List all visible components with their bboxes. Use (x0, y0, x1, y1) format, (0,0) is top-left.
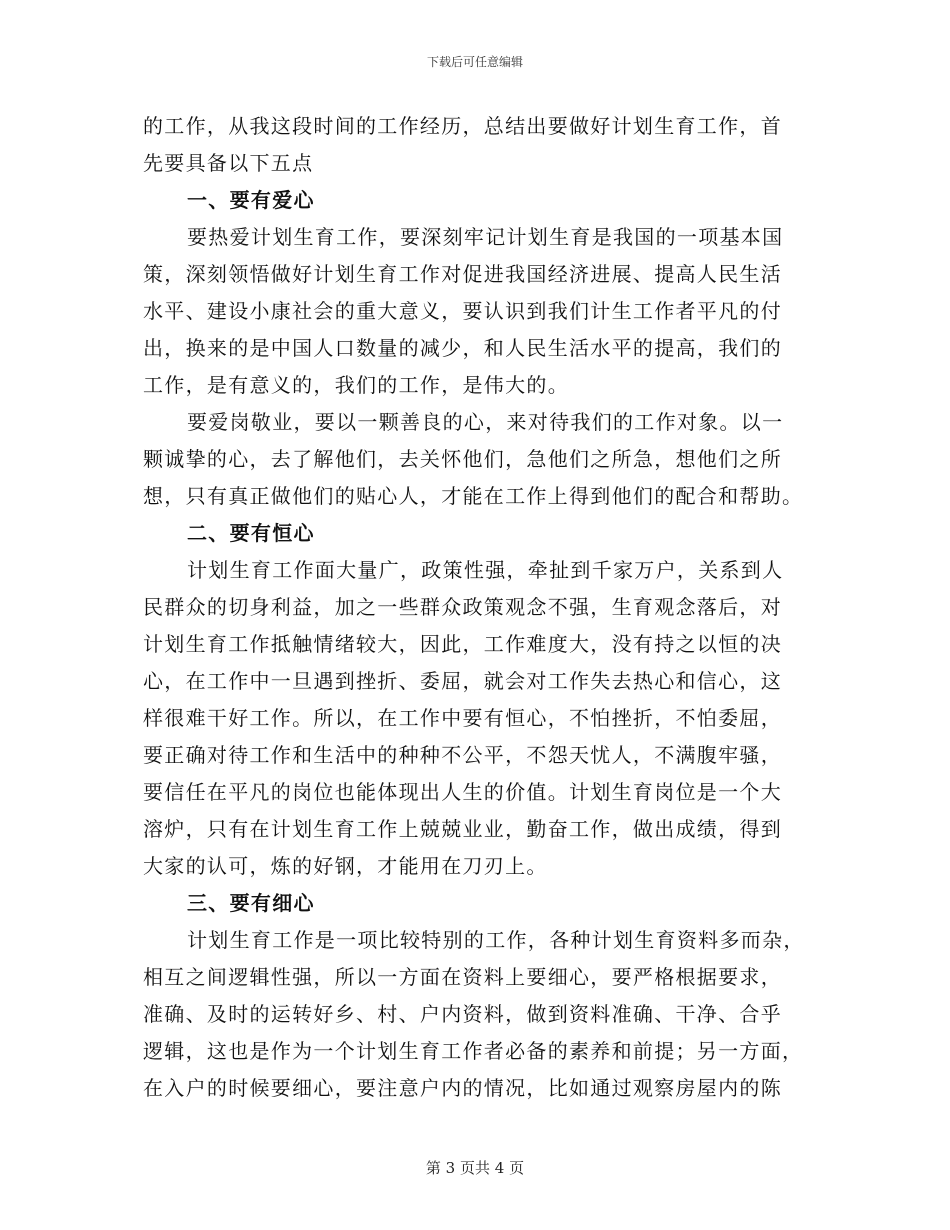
text-line: 相互之间逻辑性强，所以一方面在资料上要细心，要严格根据要求， (143, 965, 782, 989)
section-heading: 一、要有爱心 (187, 188, 315, 212)
text-line: 准确、及时的运转好乡、村、户内资料，做到资料准确、干净、合乎 (143, 1002, 782, 1026)
text-line: 在入户的时候要细心，要注意户内的情况，比如通过观察房屋内的陈 (143, 1076, 782, 1100)
text-line: 的工作，从我这段时间的工作经历，总结出要做好计划生育工作，首 (143, 114, 782, 138)
text-line: 逻辑，这也是作为一个计划生育工作者必备的素养和前提；另一方面， (143, 1039, 804, 1063)
text-line: 计划生育工作抵触情绪较大，因此，工作难度大，没有持之以恒的决 (143, 632, 782, 656)
text-line: 要信任在平凡的岗位也能体现出人生的价值。计划生育岗位是一个大 (143, 780, 782, 804)
document-body (143, 108, 808, 1107)
text-line: 要热爱计划生育工作，要深刻牢记计划生育是我国的一项基本国 (187, 225, 784, 249)
text-line: 要正确对待工作和生活中的种种不公平，不怨天忧人，不满腹牢骚， (143, 743, 782, 767)
section-heading: 三、要有细心 (187, 891, 315, 915)
text-line: 要爱岗敬业，要以一颗善良的心，来对待我们的工作对象。以一 (187, 410, 784, 434)
text-line: 样很难干好工作。所以，在工作中要有恒心，不怕挫折，不怕委屈， (143, 706, 782, 730)
text-line: 水平、建设小康社会的重大意义，要认识到我们计生工作者平凡的付 (143, 299, 782, 323)
text-line: 心，在工作中一旦遇到挫折、委屈，就会对工作失去热心和信心，这 (143, 669, 782, 693)
text-line: 出，换来的是中国人口数量的减少，和人民生活水平的提高，我们的 (143, 336, 782, 360)
section-heading: 二、要有恒心 (187, 521, 315, 545)
text-line: 颗诚挚的心，去了解他们，去关怀他们，急他们之所急，想他们之所 (143, 447, 782, 471)
text-line: 溶炉，只有在计划生育工作上兢兢业业，勤奋工作，做出成绩，得到 (143, 817, 782, 841)
page-footer: 第 3 页共 4 页 (425, 1159, 525, 1177)
text-line: 计划生育工作是一项比较特别的工作，各种计划生育资料多而杂， (187, 928, 805, 952)
text-line: 工作，是有意义的，我们的工作，是伟大的。 (143, 373, 569, 397)
text-line: 大家的认可，炼的好钢，才能用在刀刃上。 (143, 854, 548, 878)
text-line: 先要具备以下五点 (143, 151, 314, 175)
text-line: 计划生育工作面大量广，政策性强，牵扯到千家万户，关系到人 (187, 558, 784, 582)
text-line: 策，深刻领悟做好计划生育工作对促进我国经济进展、提高人民生活 (143, 262, 782, 286)
text-line: 想，只有真正做他们的贴心人，才能在工作上得到他们的配合和帮助。 (143, 484, 804, 508)
page-header: 下载后可任意编辑 (426, 55, 523, 69)
text-line: 民群众的切身利益，加之一些群众政策观念不强，生育观念落后，对 (143, 595, 782, 619)
